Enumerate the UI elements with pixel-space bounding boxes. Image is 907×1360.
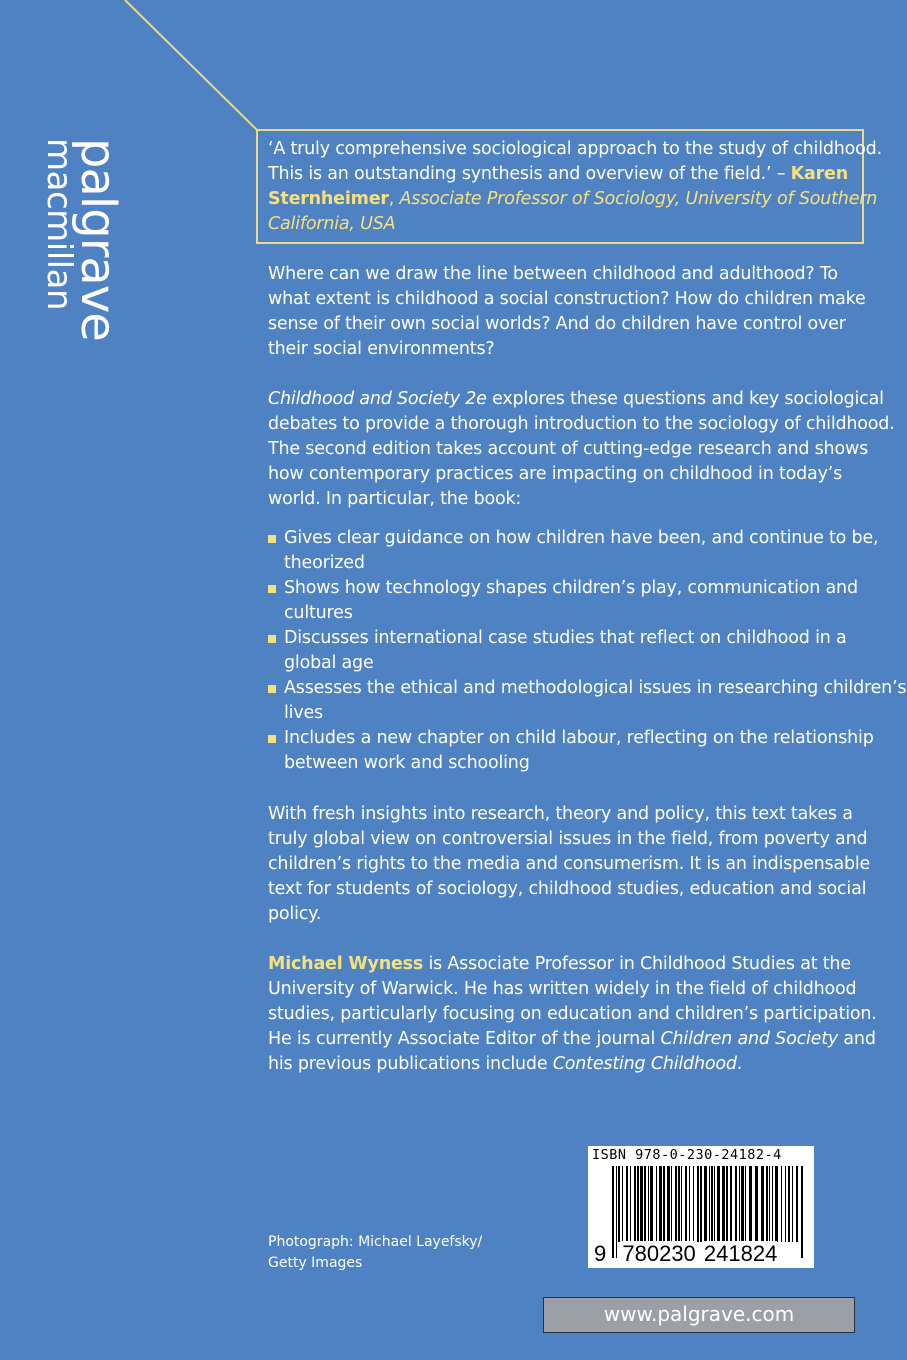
text-segment: debates to provide a thorough introduction to the sociology of childhood.: [268, 414, 895, 434]
summary-paragraph: [268, 802, 870, 927]
bullet-text-line: between work and schooling: [284, 753, 530, 773]
barcode-bar: [788, 1166, 790, 1242]
barcode-bar: [667, 1166, 670, 1242]
text-line: [268, 902, 870, 927]
bullet-item: [268, 726, 906, 776]
barcode-bar: [766, 1166, 768, 1242]
bullet-text-line: Assesses the ethical and methodological issues in researching children’s: [284, 678, 907, 698]
text-line: [268, 412, 895, 437]
barcode-bar: [769, 1166, 770, 1242]
barcode-bar: [678, 1166, 680, 1242]
barcode-bar: [792, 1166, 793, 1242]
barcode-bar: [697, 1166, 699, 1242]
bullet-text-line: Shows how technology shapes children’s play, communication and: [284, 578, 858, 598]
bullet-square-icon: [268, 685, 276, 693]
isbn-text: ISBN 978-0-230-24182-4: [592, 1147, 782, 1163]
text-segment: University of Warwick. He has written widely in the field of childhood: [268, 979, 857, 999]
text-segment: Associate Professor of Sociology, University of Southern: [399, 189, 878, 209]
barcode-bar: [745, 1166, 746, 1242]
website-link[interactable]: www.palgrave.com: [543, 1297, 855, 1333]
logo-macmillan: macmillan: [39, 138, 79, 310]
barcode-bar: [618, 1166, 620, 1242]
text-line: [268, 337, 866, 362]
ean-group-1: 780230: [622, 1241, 696, 1266]
text-segment: what extent is childhood a social construction? How do children make: [268, 289, 866, 309]
bullet-square-icon: [268, 735, 276, 743]
ean-first-digit: 9: [594, 1241, 607, 1266]
barcode-bar: [675, 1166, 677, 1242]
photo-credit-line-2: Getty Images: [268, 1255, 363, 1271]
barcode-bar: [739, 1166, 740, 1242]
bullet-text-line: lives: [284, 703, 323, 723]
barcode-bar: [730, 1166, 732, 1242]
text-segment: Michael Wyness: [268, 954, 424, 974]
barcode-bar: [648, 1166, 649, 1242]
text-line: [268, 287, 866, 312]
text-line: [268, 952, 877, 977]
bullet-item: [268, 676, 906, 726]
text-segment: children’s rights to the media and consumerism. It is an indispensable: [268, 854, 871, 874]
barcode-bar: [775, 1166, 778, 1242]
decorative-diagonal-line: [0, 0, 260, 132]
bullet-text-line: theorized: [284, 553, 365, 573]
barcode-bar: [741, 1166, 744, 1242]
logo-palgrave: palgrave: [70, 138, 126, 341]
text-line: [268, 312, 866, 337]
text-line: [268, 137, 882, 162]
bullet-text-line: global age: [284, 653, 374, 673]
barcode-bar: [644, 1166, 646, 1242]
text-line: [268, 437, 895, 462]
text-segment: Children and Society: [660, 1029, 839, 1049]
text-segment: truly global view on controversial issues in the field, from poverty and: [268, 829, 868, 849]
text-line: [268, 212, 882, 237]
barcode-bar: [671, 1166, 672, 1242]
text-line: [268, 187, 882, 212]
barcode-bar: [717, 1166, 720, 1242]
text-segment: .: [736, 1054, 743, 1074]
text-segment: their social environments?: [268, 339, 495, 359]
photo-credit-line-1: Photograph: Michael Layefsky/: [268, 1234, 483, 1250]
barcode-bar: [650, 1166, 653, 1242]
text-segment: Contesting Childhood: [552, 1054, 737, 1074]
text-line: [268, 1002, 877, 1027]
barcode-bar: [801, 1166, 803, 1258]
text-line: [268, 1052, 877, 1077]
bullet-item: [268, 576, 906, 626]
text-segment: how contemporary practices are impacting on childhood in today’s: [268, 464, 843, 484]
text-segment: and: [838, 1029, 876, 1049]
barcode-bar: [689, 1166, 690, 1242]
ean-digits: [594, 1242, 777, 1266]
text-segment: text for students of sociology, childhood studies, education and social: [268, 879, 867, 899]
barcode-bar: [656, 1166, 657, 1242]
barcode-bar: [659, 1166, 662, 1242]
barcode-bar: [626, 1166, 628, 1242]
text-line: [268, 852, 870, 877]
text-segment: his previous publications include: [268, 1054, 553, 1074]
feature-bullet-list: [268, 526, 906, 776]
text-segment: explores these questions and key sociological: [486, 389, 884, 409]
isbn-barcode: [588, 1146, 814, 1268]
text-segment: sense of their own social worlds? And do children have control over: [268, 314, 846, 334]
barcode-bar: [630, 1166, 631, 1242]
barcode-bar: [640, 1166, 643, 1242]
text-line: [268, 977, 877, 1002]
barcode-bar: [634, 1166, 636, 1242]
bullet-text-line: cultures: [284, 603, 353, 623]
barcode-bar: [781, 1166, 782, 1242]
barcode-bar: [726, 1166, 728, 1242]
text-segment: ‘A truly comprehensive sociological approach to the study of childhood.: [268, 139, 882, 159]
barcode-bar: [755, 1166, 758, 1242]
bullet-item: [268, 526, 906, 576]
text-segment: is Associate Professor in Childhood Studies at the: [423, 954, 851, 974]
bullet-square-icon: [268, 535, 276, 543]
author-bio-paragraph: [268, 952, 877, 1077]
photo-credit: [268, 1232, 482, 1274]
book-description-paragraph: [268, 387, 895, 512]
text-line: [268, 262, 866, 287]
text-line: [268, 387, 895, 412]
bullet-text-line: Discusses international case studies that reflect on childhood in a: [284, 628, 847, 648]
bullet-square-icon: [268, 635, 276, 643]
text-segment: studies, particularly focusing on education and children’s participation.: [268, 1004, 877, 1024]
text-segment: California, USA: [268, 214, 396, 234]
text-segment: Karen: [790, 164, 848, 184]
text-segment: This is an outstanding synthesis and overview of the field.’ –: [268, 164, 791, 184]
barcode-bar: [637, 1166, 639, 1242]
barcode-bar: [704, 1166, 707, 1242]
barcode-bar: [663, 1166, 665, 1242]
barcode-bar: [685, 1166, 687, 1242]
text-segment: The second edition takes account of cutting-edge research and shows: [268, 439, 868, 459]
barcode-bar: [796, 1166, 798, 1242]
bullet-text-line: Gives clear guidance on how children have been, and continue to be,: [284, 528, 879, 548]
text-line: [268, 462, 895, 487]
text-segment: With fresh insights into research, theory and policy, this text takes a: [268, 804, 853, 824]
intro-questions-paragraph: [268, 262, 866, 362]
ean-group-2: 241824: [703, 1241, 778, 1266]
text-segment: Sternheimer: [268, 189, 389, 209]
barcode-bar: [735, 1166, 737, 1242]
barcode-bar: [700, 1166, 702, 1242]
text-segment: Where can we draw the line between childhood and adulthood? To: [268, 264, 838, 284]
barcode-bar: [622, 1166, 623, 1242]
text-line: [268, 802, 870, 827]
text-segment: Childhood and Society 2e: [268, 389, 487, 409]
palgrave-macmillan-logo: [39, 138, 126, 341]
barcode-bar: [772, 1166, 773, 1242]
bullet-text-line: Includes a new chapter on child labour, reflecting on the relationship: [284, 728, 874, 748]
barcode-bar: [714, 1166, 715, 1242]
bullet-item: [268, 626, 906, 676]
text-segment: world. In particular, the book:: [268, 489, 522, 509]
barcode-bar: [785, 1166, 786, 1242]
text-segment: policy.: [268, 904, 322, 924]
text-segment: ,: [388, 189, 400, 209]
text-line: [268, 162, 882, 187]
text-line: [268, 827, 870, 852]
barcode-bar: [761, 1166, 764, 1242]
barcode-bar: [722, 1166, 725, 1242]
bullet-square-icon: [268, 585, 276, 593]
barcode-bar: [693, 1166, 694, 1242]
barcode-bar: [681, 1166, 682, 1242]
text-line: [268, 877, 870, 902]
barcode-bar: [749, 1166, 752, 1242]
review-quote: [268, 137, 882, 237]
text-line: [268, 487, 895, 512]
text-segment: He is currently Associate Editor of the journal: [268, 1029, 661, 1049]
text-line: [268, 1027, 877, 1052]
